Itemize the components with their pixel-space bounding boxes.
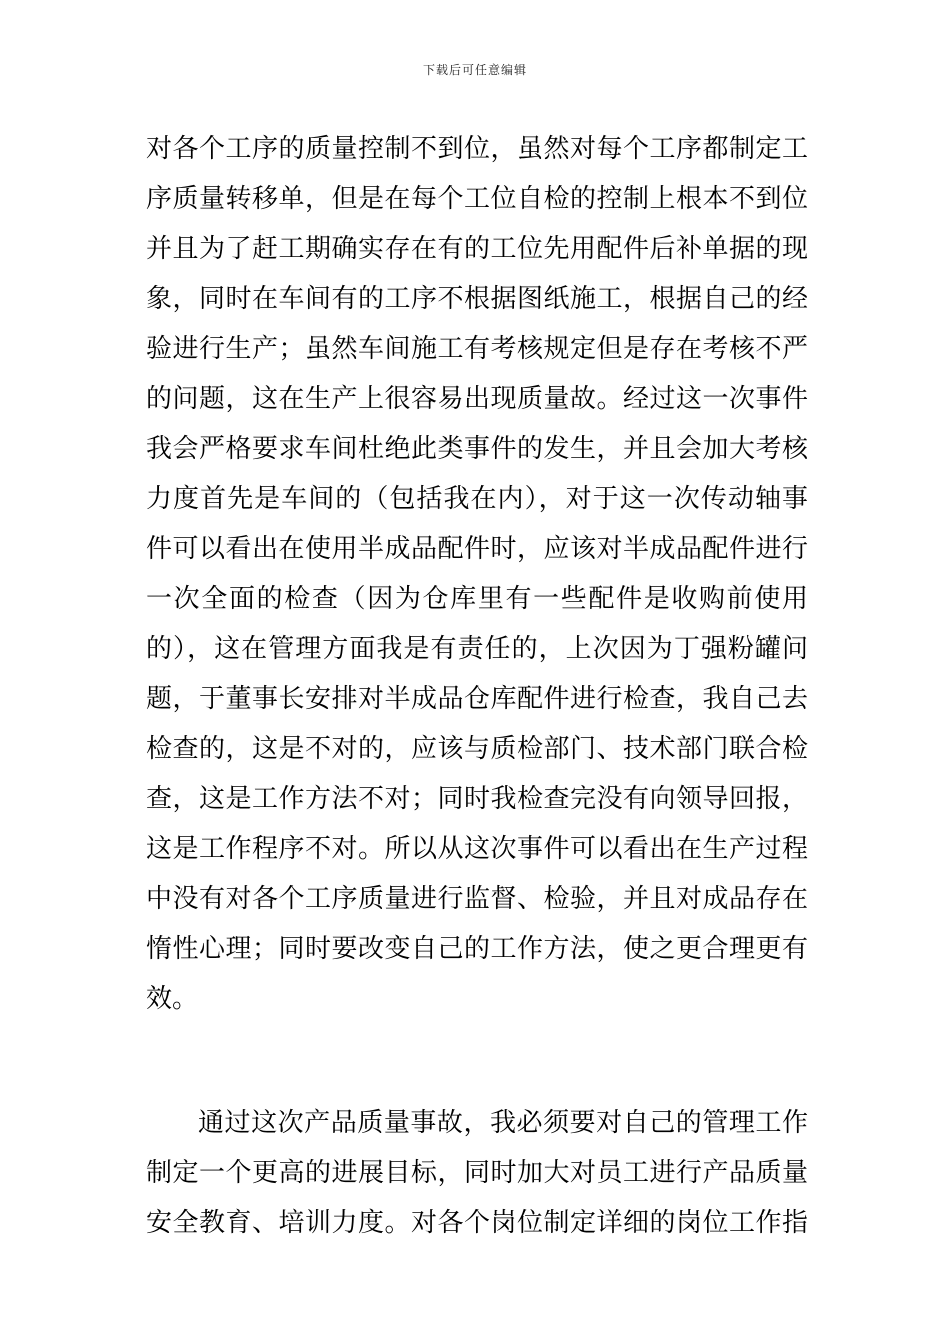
text-line: 的问题，这在生产上很容易出现质量故。经过这一次事件 <box>146 384 808 414</box>
text-line: 力度首先是车间的（包括我在内），对于这一次传动轴事 <box>146 484 808 514</box>
text-line: 通过这次产品质量事故，我必须要对自己的管理工作 <box>198 1108 808 1138</box>
paragraph-1 <box>146 124 808 1024</box>
text-line: 件可以看出在使用半成品配件时，应该对半成品配件进行 <box>146 534 808 564</box>
text-line: 安全教育、培训力度。对各个岗位制定详细的岗位工作指 <box>146 1208 808 1238</box>
text-line: 对各个工序的质量控制不到位，虽然对每个工序都制定工 <box>146 134 808 164</box>
text-line: 序质量转移单，但是在每个工位自检的控制上根本不到位 <box>146 184 808 214</box>
text-line: 查，这是工作方法不对；同时我检查完没有向领导回报， <box>146 784 808 814</box>
text-line: 验进行生产；虽然车间施工有考核规定但是存在考核不严 <box>146 334 808 364</box>
text-line: 惰性心理；同时要改变自己的工作方法，使之更合理更有 <box>146 934 808 964</box>
document-body <box>146 124 808 1248</box>
text-line: 一次全面的检查（因为仓库里有一些配件是收购前使用 <box>146 584 808 614</box>
text-line: 题，于董事长安排对半成品仓库配件进行检查，我自己去 <box>146 684 808 714</box>
page-header: 下载后可任意编辑 <box>422 63 527 77</box>
paragraph-2 <box>146 1098 808 1248</box>
text-line: 检查的，这是不对的，应该与质检部门、技术部门联合检 <box>146 734 808 764</box>
paragraph-spacer <box>146 1024 808 1098</box>
text-line: 效。 <box>146 984 199 1014</box>
text-line: 象，同时在车间有的工序不根据图纸施工，根据自己的经 <box>146 284 808 314</box>
text-line: 这是工作程序不对。所以从这次事件可以看出在生产过程 <box>146 834 808 864</box>
text-line: 并且为了赶工期确实存在有的工位先用配件后补单据的现 <box>146 234 808 264</box>
text-line: 制定一个更高的进展目标，同时加大对员工进行产品质量 <box>146 1158 808 1188</box>
text-line: 我会严格要求车间杜绝此类事件的发生，并且会加大考核 <box>146 434 808 464</box>
text-line: 中没有对各个工序质量进行监督、检验，并且对成品存在 <box>146 884 808 914</box>
text-line: 的），这在管理方面我是有责任的，上次因为丁强粉罐问 <box>146 634 808 664</box>
